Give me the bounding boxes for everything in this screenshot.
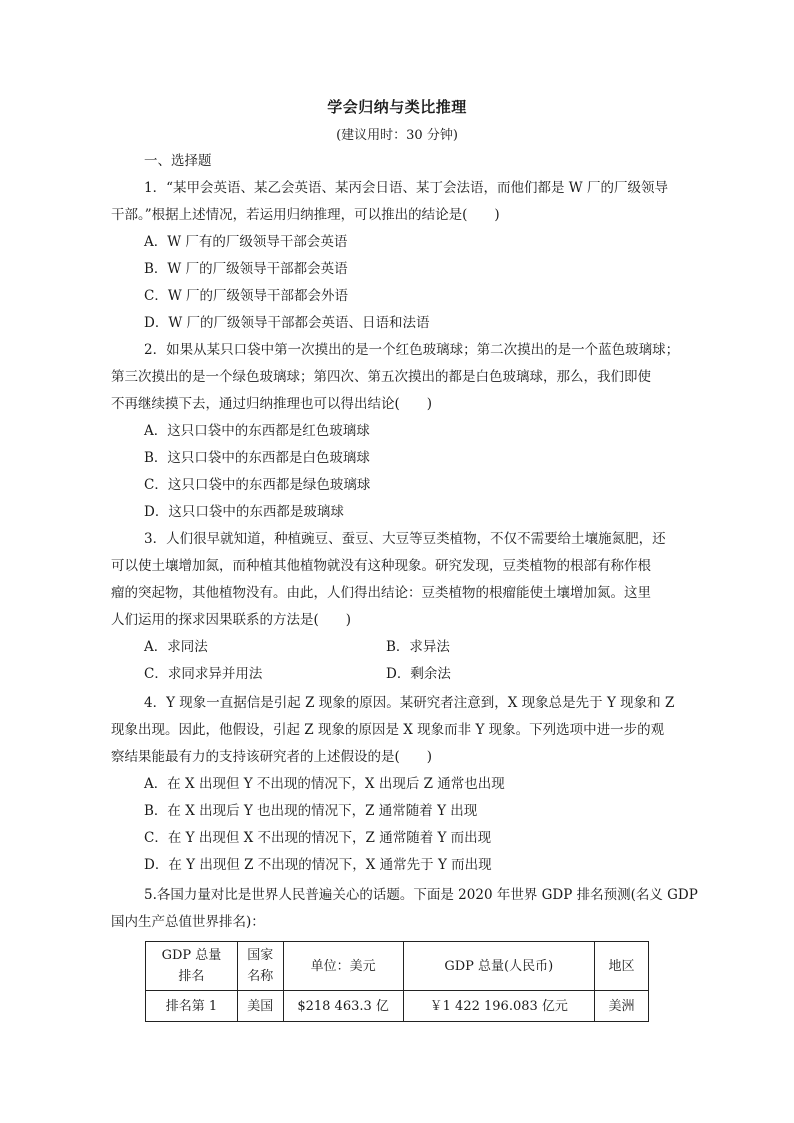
page-subtitle: (建议用时：30 分钟) — [336, 128, 458, 143]
question-3-option-b: B．求异法 — [386, 639, 450, 655]
question-4-option-d: D．在 Y 出现但 Z 不出现的情况下，X 通常先于 Y 而出现 — [144, 857, 492, 873]
question-2-option-d: D．这只口袋中的东西都是玻璃球 — [144, 504, 344, 520]
question-4-option-b: B．在 X 出现后 Y 也出现的情况下，Z 通常随着 Y 出现 — [144, 803, 478, 819]
question-2-option-a: A．这只口袋中的东西都是红色玻璃球 — [144, 423, 370, 439]
question-3-option-d: D．剩余法 — [386, 666, 451, 682]
gdp-ranking-table — [145, 941, 649, 1022]
question-3-line-3: 瘤的突起物，其他植物没有。由此，人们得出结论：豆类植物的根瘤能使土壤增加氮。这里 — [111, 585, 651, 601]
cell-usd: $218 463.3 亿 — [283, 991, 403, 1022]
question-1-option-b: B．W 厂的厂级领导干部都会英语 — [144, 261, 348, 277]
table-row — [146, 991, 649, 1022]
header-usd: 单位：美元 — [283, 942, 403, 991]
question-5-line-2: 国内生产总值世界排名)： — [111, 914, 265, 930]
question-1-option-a: A．W 厂有的厂级领导干部会英语 — [144, 234, 348, 250]
question-1-line-2: 干部。”根据上述情况，若运用归纳推理，可以推出的结论是( ) — [111, 207, 500, 223]
question-1-line-1: 1．“某甲会英语、某乙会英语、某丙会日语、某丁会法语，而他们都是 W 厂的厂级领导 — [144, 180, 668, 196]
cell-country: 美国 — [237, 991, 283, 1022]
cell-rank: 排名第 1 — [146, 991, 238, 1022]
question-1-option-d: D．W 厂的厂级领导干部都会英语、日语和法语 — [144, 315, 430, 331]
question-3-line-1: 3．人们很早就知道，种植豌豆、蚕豆、大豆等豆类植物，不仅不需要给土壤施氮肥，还 — [144, 531, 666, 547]
cell-rmb: ￥1 422 196.083 亿元 — [403, 991, 595, 1022]
question-5-line-1: 5.各国力量对比是世界人民普遍关心的话题。下面是 2020 年世界 GDP 排名预测(名义 GDP — [144, 887, 698, 903]
question-1-option-c: C．W 厂的厂级领导干部都会外语 — [144, 288, 348, 304]
table-header-row — [146, 942, 649, 991]
section-heading: 一、选择题 — [144, 153, 212, 169]
question-2-line-2: 第三次摸出的是一个绿色玻璃球；第四次、第五次摸出的都是白色玻璃球，那么，我们即使 — [111, 369, 651, 385]
cell-region: 美洲 — [595, 991, 649, 1022]
question-2-option-b: B．这只口袋中的东西都是白色玻璃球 — [144, 450, 370, 466]
question-4-line-1: 4．Y 现象一直据信是引起 Z 现象的原因。某研究者注意到，X 现象总是先于 Y 现象和 Z — [144, 695, 675, 711]
question-3-line-4: 人们运用的探求因果联系的方法是( ) — [111, 612, 352, 628]
question-4-line-2: 现象出现。因此，他假设，引起 Z 现象的原因是 X 现象而非 Y 现象。下列选项中进一步的观 — [111, 722, 665, 738]
header-gdp-rmb: GDP 总量(人民币) — [403, 942, 595, 991]
header-region: 地区 — [595, 942, 649, 991]
question-4-line-3: 察结果能最有力的支持该研究者的上述假设的是( ) — [111, 749, 433, 765]
question-2-line-1: 2．如果从某只口袋中第一次摸出的是一个红色玻璃球；第二次摸出的是一个蓝色玻璃球； — [144, 342, 680, 358]
question-2-line-3: 不再继续摸下去，通过归纳推理也可以得出结论( ) — [111, 396, 433, 412]
question-2-option-c: C．这只口袋中的东西都是绿色玻璃球 — [144, 477, 371, 493]
header-gdp-rank: GDP 总量 排名 — [146, 942, 238, 991]
header-country-name: 国家 名称 — [237, 942, 283, 991]
question-4-option-a: A．在 X 出现但 Y 不出现的情况下，X 出现后 Z 通常也出现 — [144, 776, 505, 792]
question-3-line-2: 可以使土壤增加氮，而种植其他植物就没有这种现象。研究发现，豆类植物的根部有称作根 — [111, 558, 651, 574]
question-4-option-c: C．在 Y 出现但 X 不出现的情况下，Z 通常随着 Y 而出现 — [144, 830, 492, 846]
question-3-option-c: C．求同求异并用法 — [144, 666, 263, 682]
page-title: 学会归纳与类比推理 — [327, 98, 467, 116]
question-3-option-a: A．求同法 — [144, 639, 208, 655]
